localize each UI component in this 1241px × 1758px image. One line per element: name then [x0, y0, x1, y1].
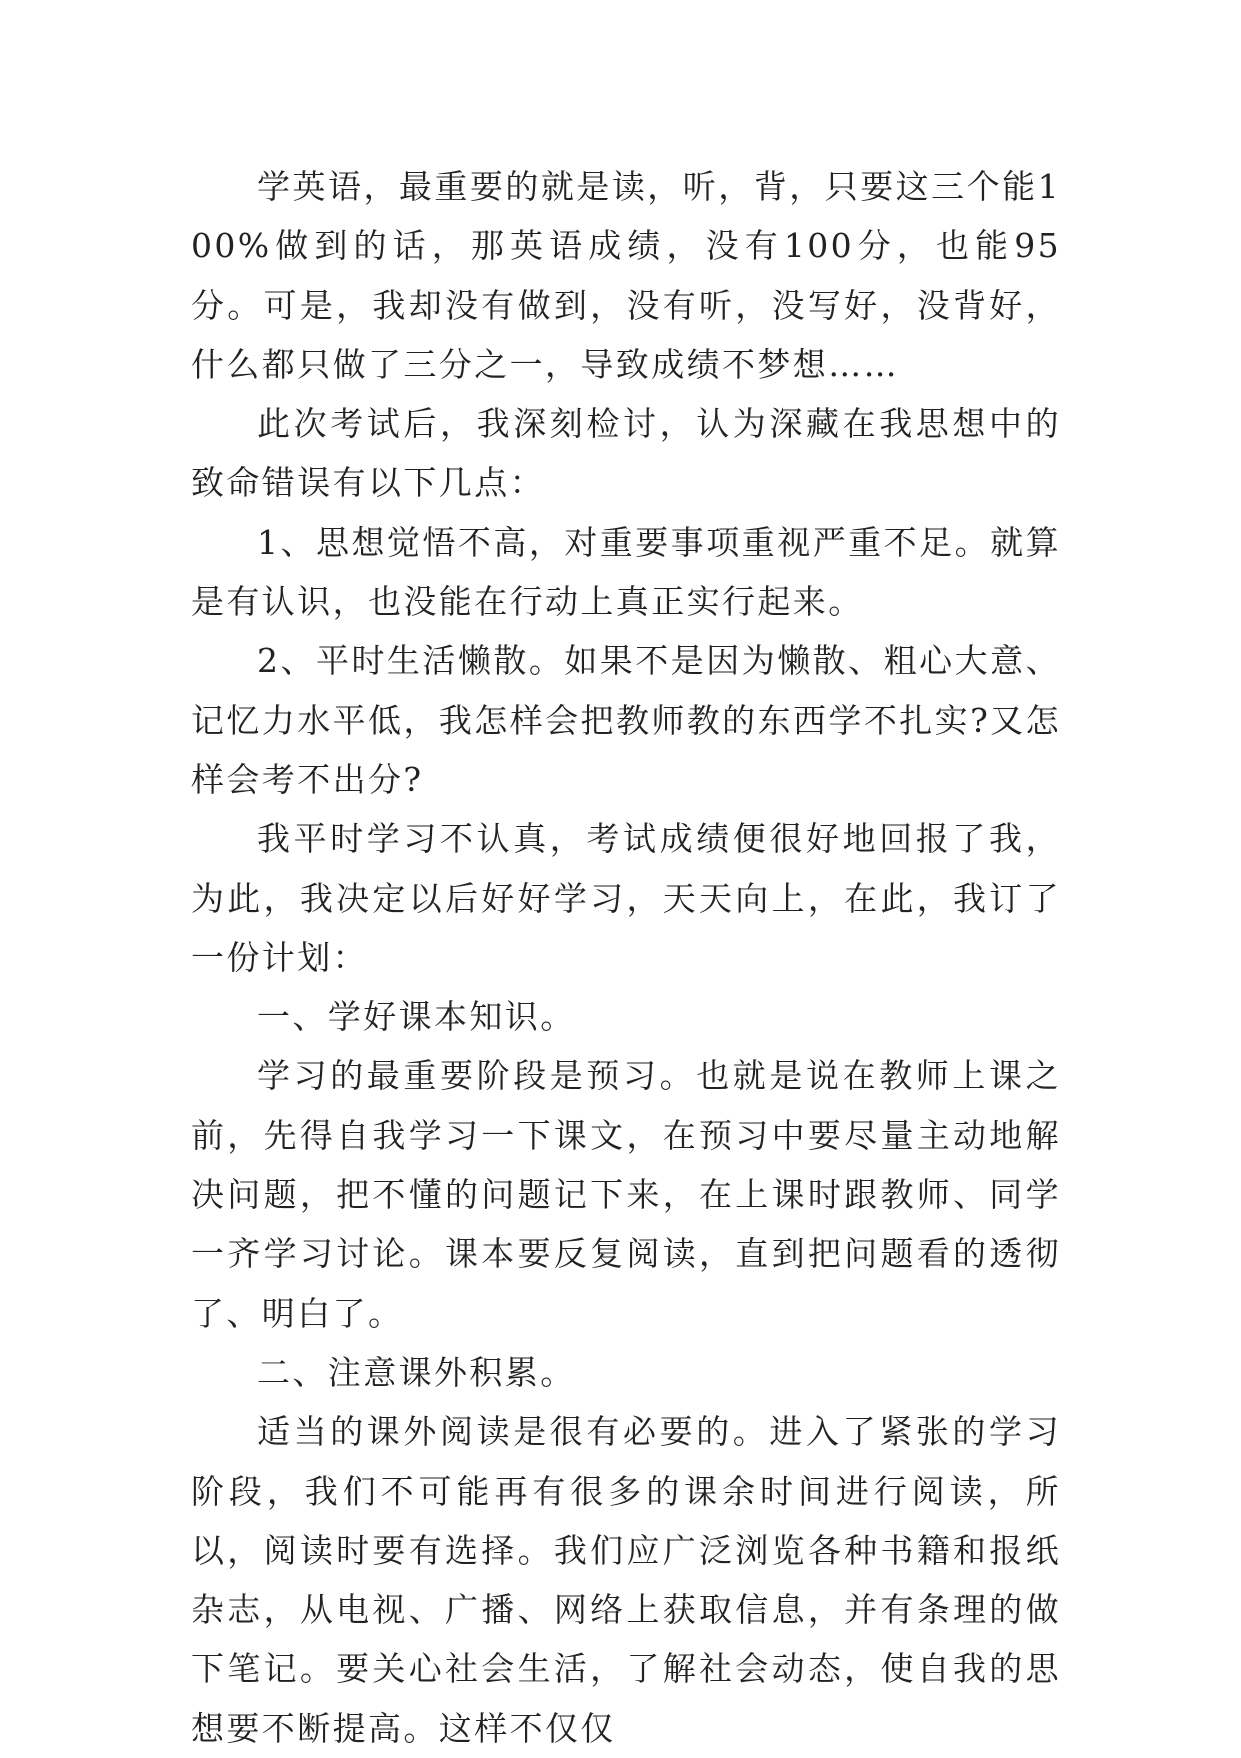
body-text — [191, 157, 1061, 1758]
paragraph-plan-intro: 我平时学习不认真，考试成绩便很好地回报了我，为此，我决定以后好好学习，天天向上，在此，我订了一份计划： — [191, 819, 1061, 977]
heading-plan-1: 一、学好课本知识。 — [257, 997, 576, 1037]
paragraph-point-1: 1、思想觉悟不高，对重要事项重视严重不足。就算是有认识，也没能在行动上真正实行起来。 — [191, 522, 1061, 622]
paragraph-preview: 学习的最重要阶段是预习。也就是说在教师上课之前，先得自我学习一下课文，在预习中要尽量主动地解决问题，把不懂的问题记下来，在上课时跟教师、同学一齐学习讨论。课本要反复阅读，直到把问题看的透彻了、明白了。 — [191, 1056, 1061, 1333]
paragraph-extracurricular: 适当的课外阅读是很有必要的。进入了紧张的学习阶段，我们不可能再有很多的课余时间进行阅读，所以，阅读时要有选择。我们应广泛浏览各种书籍和报纸杂志，从电视、广播、网络上获取信息，并有条理的做下笔记。要关心社会生活，了解社会动态，使自我的思想要不断提高。这样不仅仅 — [191, 1412, 1061, 1748]
heading-plan-2: 二、注意课外积累。 — [257, 1352, 576, 1392]
paragraph-english-study: 学英语，最重要的就是读，听，背，只要这三个能100%做到的话，那英语成绩，没有100分，也能95分。可是，我却没有做到，没有听，没写好，没背好，什么都只做了三分之一，导致成绩不梦想…… — [191, 167, 1061, 384]
paragraph-point-2: 2、平时生活懒散。如果不是因为懒散、粗心大意、记忆力水平低，我怎样会把教师教的东西学不扎实?又怎样会考不出分? — [191, 641, 1061, 799]
paragraph-reflection-intro: 此次考试后，我深刻检讨，认为深藏在我思想中的致命错误有以下几点： — [191, 404, 1061, 503]
